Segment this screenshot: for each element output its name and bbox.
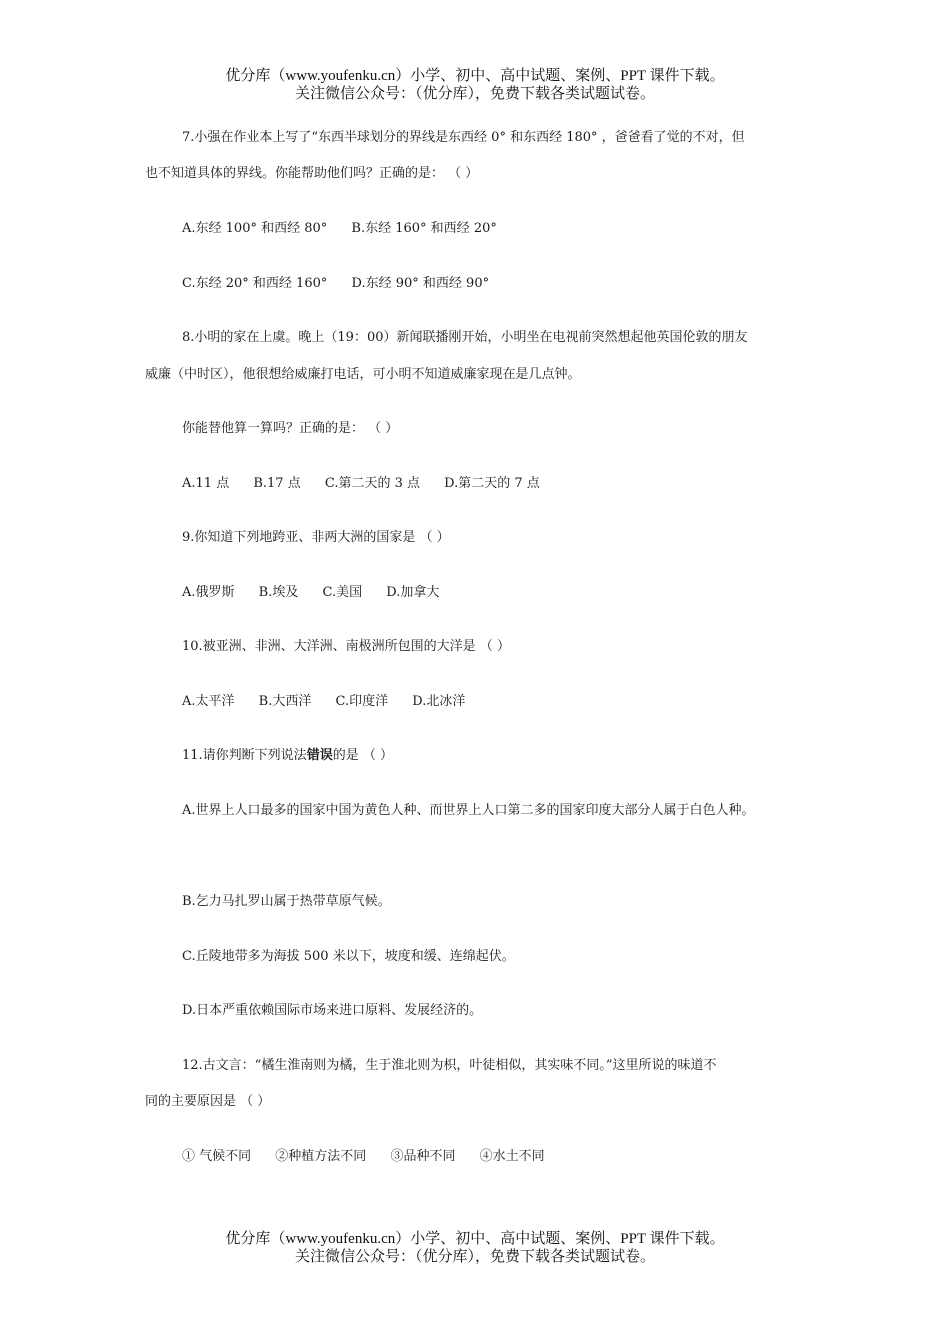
q7-stem-line-1: 7.小强在作业本上写了“东西半球划分的界线是东西经 0° 和东西经 180° ，爸爸看了觉的不对，但 bbox=[182, 130, 745, 145]
q10-option-a: A.太平洋 bbox=[182, 694, 235, 709]
q12-choice-4: ④水土不同 bbox=[479, 1149, 545, 1164]
q12-stem-line-1: 12.古文言：“橘生淮南则为橘，生于淮北则为枳，叶徒相似，其实味不同。”这里所说的味道不 bbox=[182, 1058, 717, 1073]
q12-stem-line-2: 同的主要原因是 （ ） bbox=[145, 1094, 271, 1109]
q11-option-b: B.乞力马扎罗山属于热带草原气候。 bbox=[182, 894, 391, 909]
q12-choices-row bbox=[182, 1149, 565, 1165]
q7-options-row-2 bbox=[182, 276, 509, 292]
q7-option-d: D.东经 90° 和西经 90° bbox=[351, 276, 490, 291]
q10-option-c: C.印度洋 bbox=[335, 694, 389, 709]
q11-option-c: C.丘陵地带多为海拔 500 米以下，坡度和缓、连绵起伏。 bbox=[182, 949, 515, 964]
q9-stem: 9.你知道下列地跨亚、非两大洲的国家是 （ ） bbox=[182, 530, 450, 545]
q10-stem: 10.被亚洲、非洲、大洋洲、南极洲所包围的大洋是 （ ） bbox=[182, 639, 510, 654]
q10-options-row bbox=[182, 694, 485, 710]
footer-line-1: 优分库（www.youfenku.cn）小学、初中、高中试题、案例、PPT 课件下载。 bbox=[225, 1231, 725, 1247]
q12-choice-2: ②种植方法不同 bbox=[275, 1149, 367, 1164]
q8-option-c: C.第二天的 3 点 bbox=[324, 476, 421, 491]
q9-option-a: A.俄罗斯 bbox=[182, 585, 235, 600]
footer-line-2: 关注微信公众号：（优分库），免费下载各类试题试卷。 bbox=[294, 1249, 655, 1265]
header-line-1: 优分库（www.youfenku.cn）小学、初中、高中试题、案例、PPT 课件下载。 bbox=[225, 68, 725, 84]
q11-stem-emphasis: 错误 bbox=[306, 748, 333, 763]
header-line-2: 关注微信公众号：（优分库），免费下载各类试题试卷。 bbox=[294, 86, 655, 102]
q8-option-d: D.第二天的 7 点 bbox=[444, 476, 540, 491]
q10-option-d: D.北冰洋 bbox=[412, 694, 466, 709]
q9-option-c: C.美国 bbox=[322, 585, 363, 600]
q11-option-a: A.世界上人口最多的国家中国为黄色人种、而世界上人口第二多的国家印度大部分人属于白色人种。 bbox=[182, 803, 755, 818]
q11-option-d: D.日本严重依赖国际市场来进口原料、发展经济的。 bbox=[182, 1003, 483, 1018]
q8-stem-line-1: 8.小明的家在上虞。晚上（19：00）新闻联播刚开始，小明坐在电视前突然想起他英国伦敦的朋友 bbox=[182, 330, 748, 345]
q7-stem-line-2: 也不知道具体的界线。你能帮助他们吗？正确的是： （ ） bbox=[145, 166, 479, 181]
q8-stem-line-2: 威廉（中时区），他很想给威廉打电话，可小明不知道威廉家现在是几点钟。 bbox=[145, 367, 581, 382]
q9-option-b: B.埃及 bbox=[258, 585, 299, 600]
q8-stem-line-3: 你能替他算一算吗？正确的是： （ ） bbox=[182, 421, 399, 436]
q11-stem-suffix: 的是 （ ） bbox=[332, 748, 393, 763]
q12-choice-1: ① 气候不同 bbox=[182, 1149, 252, 1164]
q11-stem-prefix: 11.请你判断下列说法 bbox=[182, 748, 307, 763]
q9-options-row bbox=[182, 585, 459, 601]
q7-option-c: C.东经 20° 和西经 160° bbox=[182, 276, 328, 291]
q8-option-b: B.17 点 bbox=[253, 476, 301, 491]
q9-option-d: D.加拿大 bbox=[386, 585, 440, 600]
page-header bbox=[0, 67, 950, 103]
q7-option-b: B.东经 160° 和西经 20° bbox=[351, 221, 497, 236]
q8-options-row bbox=[182, 476, 560, 492]
q10-option-b: B.大西洋 bbox=[258, 694, 312, 709]
q7-option-a: A.东经 100° 和西经 80° bbox=[182, 221, 328, 236]
q7-options-row-1 bbox=[182, 221, 517, 237]
q11-stem bbox=[182, 748, 393, 764]
page-footer bbox=[0, 1230, 950, 1266]
q8-option-a: A.11 点 bbox=[182, 476, 230, 491]
q12-choice-3: ③品种不同 bbox=[390, 1149, 456, 1164]
